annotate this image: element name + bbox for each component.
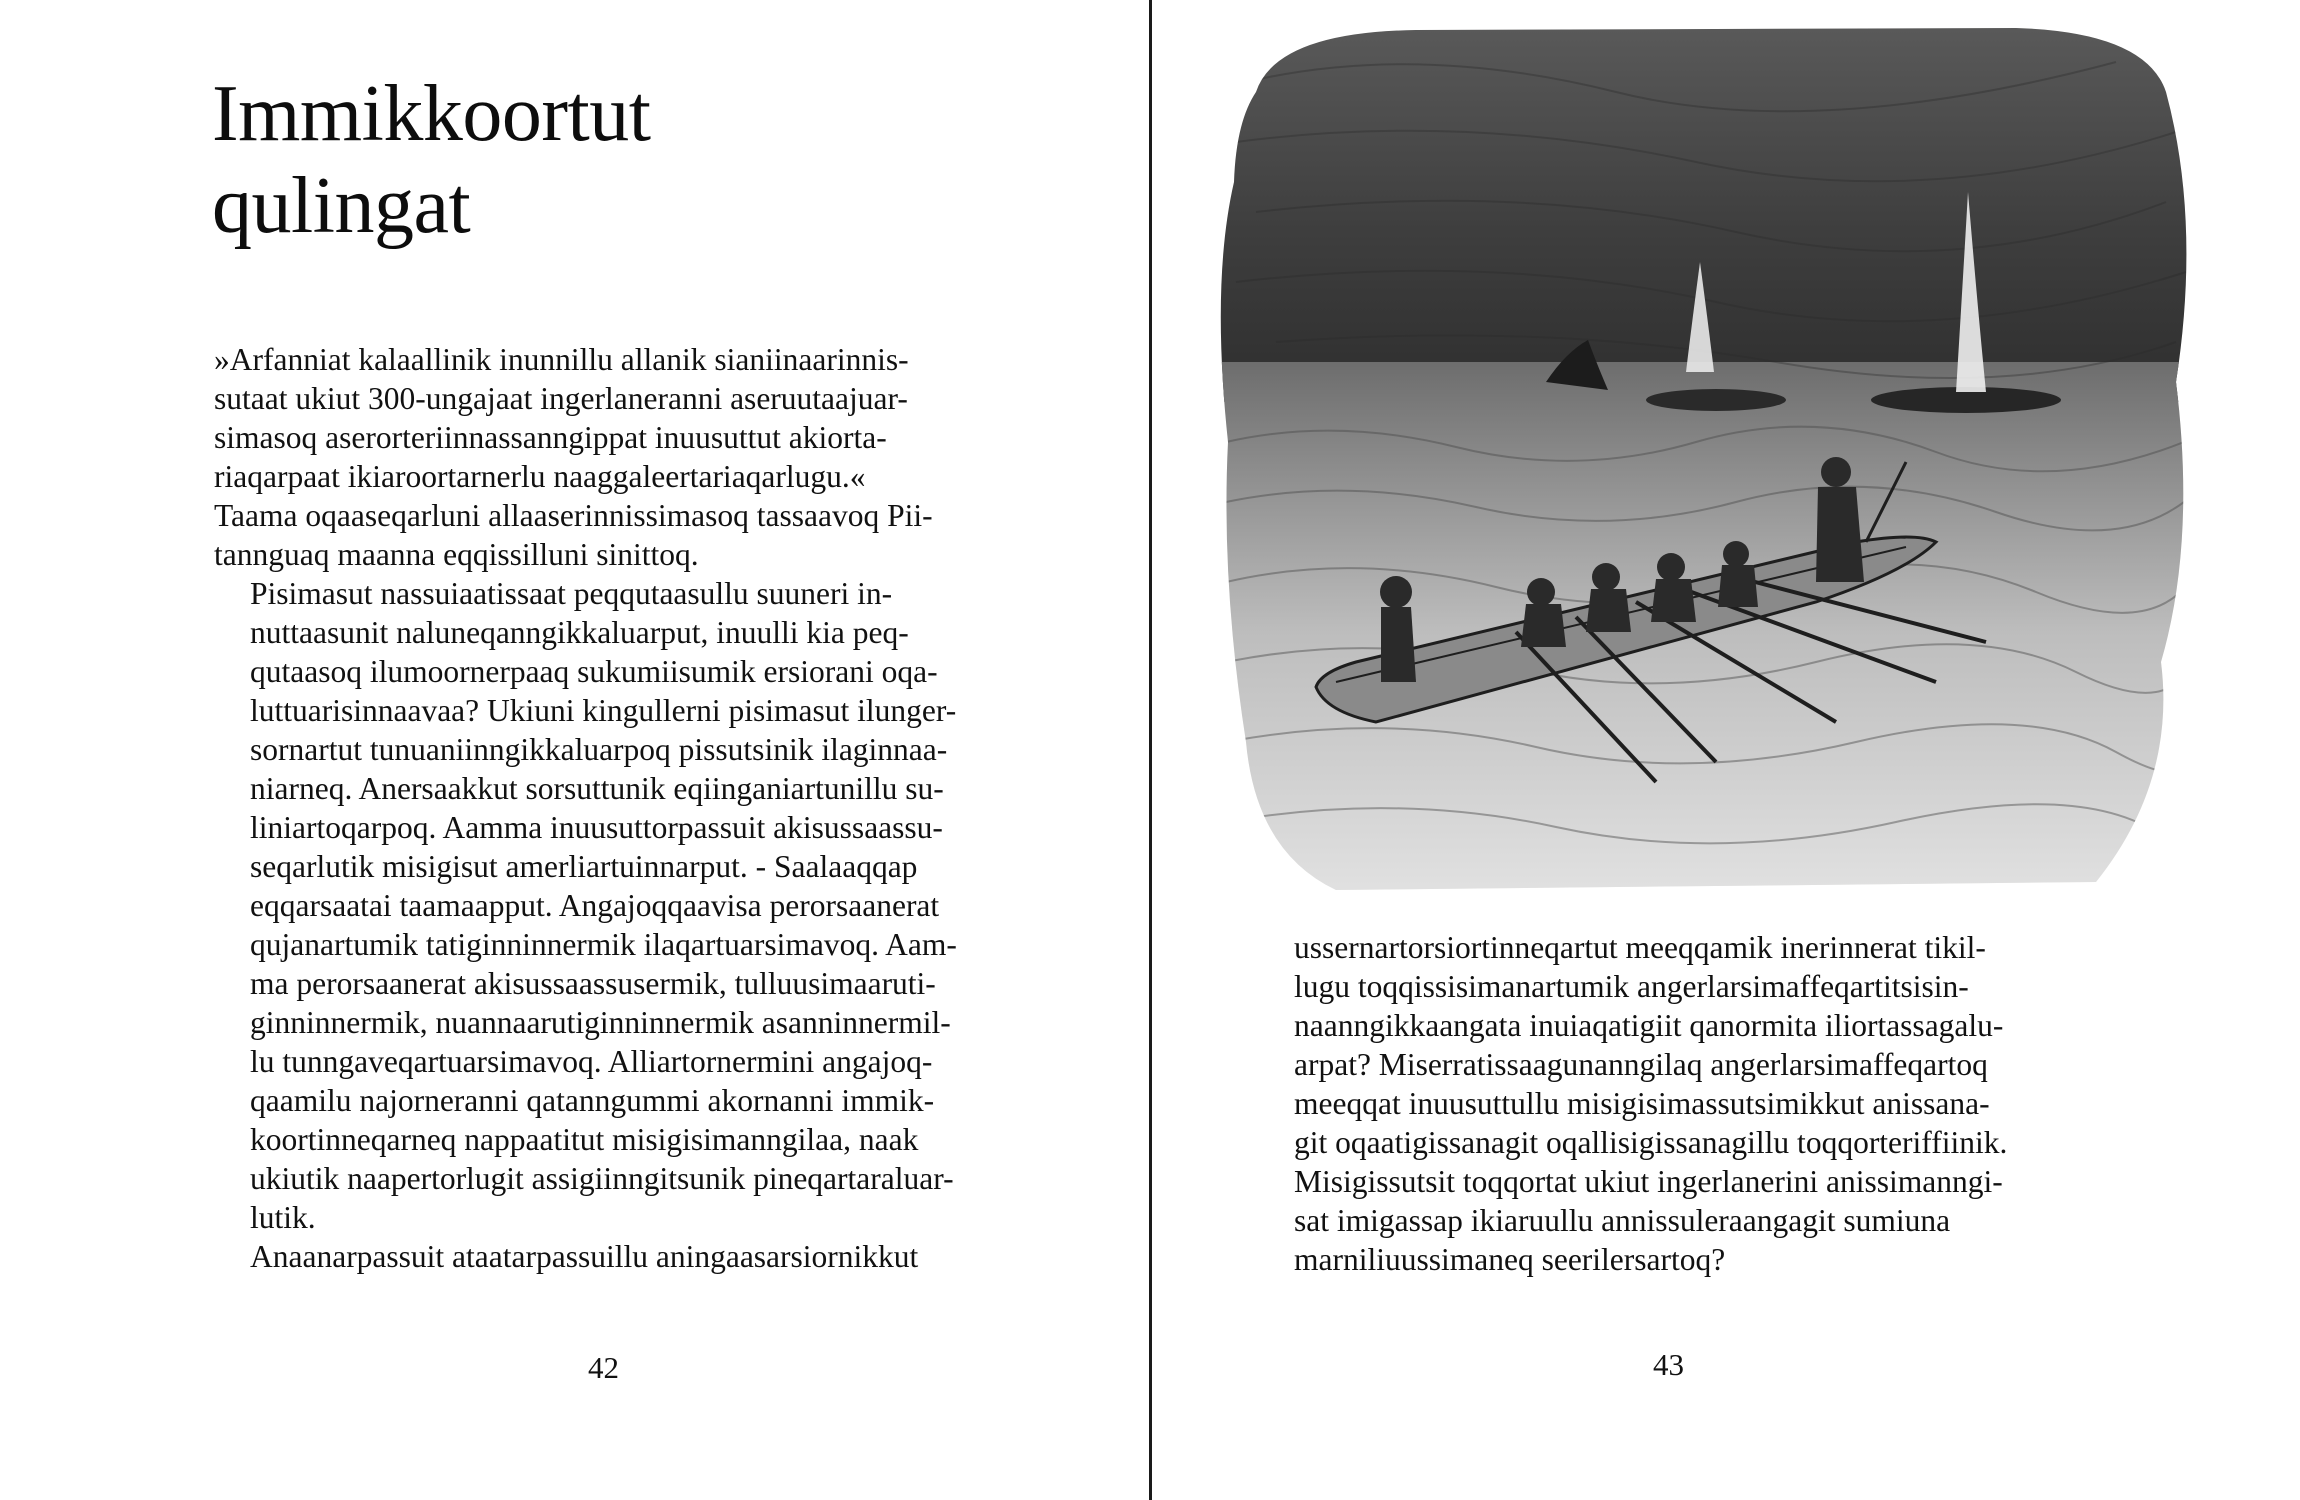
- text-line: sornartut tunuaniinngikkaluarpoq pissutsinik ilaginnaa-: [250, 732, 948, 767]
- page-number: 42: [588, 1350, 619, 1385]
- page-gutter-divider: [1149, 0, 1152, 1500]
- paragraph: [1294, 928, 2074, 1279]
- text-line: ukiutik naapertorlugit assigiinngitsunik pineqartaraluar-: [250, 1161, 954, 1196]
- text-line: ginninnermik, nuannaarutiginninnermik asanninnermil-: [250, 1005, 951, 1040]
- text-line: lutik.: [250, 1200, 316, 1235]
- right-body-text: [1294, 928, 2074, 1279]
- text-line: meeqqat inuusuttullu misigisimassutsimikkut anissana-: [1294, 1086, 1990, 1121]
- text-line: seqarlutik misigisut amerliartuinnarput. - Saalaaqqap: [250, 849, 918, 884]
- left-body-text: [214, 340, 992, 1276]
- text-line: Pisimasut nassuiaatissaat peqqutaasullu suuneri in-: [250, 576, 893, 611]
- text-line: Misigissutsit toqqortat ukiut ingerlanerini anissimanngi-: [1294, 1164, 2003, 1199]
- illustration-image: [1216, 22, 2196, 902]
- title-line: qulingat: [212, 162, 471, 250]
- left-page: [0, 0, 1148, 1500]
- text-line: lugu toqqissisimanartumik angerlarsimaffeqartitsisin-: [1294, 969, 1969, 1004]
- title-line: Immikkoortut: [212, 70, 651, 158]
- paragraph: [214, 574, 992, 1237]
- text-line: simasoq aserorteriinnassanngippat inuusuttut akiorta-: [214, 420, 887, 455]
- text-line: koortinneqarneq nappaatitut misigisimanngilaa, naak: [250, 1122, 919, 1157]
- text-line: naanngikkaangata inuiaqatigiit qanormita iliortassagalu-: [1294, 1008, 2004, 1043]
- page-number: 43: [1653, 1347, 1684, 1382]
- text-line: »Arfanniat kalaallinik inunnillu allanik sianiinaarinnis-: [214, 342, 909, 377]
- whaling-boat-illustration: [1216, 22, 2196, 902]
- text-line: arpat? Miserratissaagunanngilaq angerlarsimaffeqartoq: [1294, 1047, 1988, 1082]
- text-line: Anaanarpassuit ataatarpassuillu aningaasarsiornikkut: [250, 1239, 919, 1274]
- text-line: qaamilu najorneranni qatanngummi akornanni immik-: [250, 1083, 935, 1118]
- text-line: niarneq. Anersaakkut sorsuttunik eqiinganiartunillu su-: [250, 771, 944, 806]
- text-line: qutaasoq ilumoornerpaaq sukumiisumik ersiorani oqa-: [250, 654, 938, 689]
- text-line: marniliuussimaneq seerilersartoq?: [1294, 1242, 1726, 1277]
- text-line: git oqaatigissanagit oqallisigissanagillu toqqorteriffiinik.: [1294, 1125, 2008, 1160]
- text-line: ussernartorsiortinneqartut meeqqamik inerinnerat tikil-: [1294, 930, 1986, 965]
- text-line: Taama oqaaseqarluni allaaserinnissimasoq tassaavoq Pii-: [214, 498, 933, 533]
- text-line: luttuarisinnaavaa? Ukiuni kingullerni pisimasut ilunger-: [250, 693, 957, 728]
- text-line: liniartoqarpoq. Aamma inuusuttorpassuit akisussaassu-: [250, 810, 943, 845]
- text-line: tannguaq maanna eqqissilluni sinittoq.: [214, 537, 699, 572]
- text-line: ma perorsaanerat akisussaassusermik, tulluusimaaruti-: [250, 966, 936, 1001]
- text-line: lu tunngaveqartuarsimavoq. Alliartornermini angajoq-: [250, 1044, 933, 1079]
- text-line: sat imigassap ikiaruullu annissuleraangagit sumiuna: [1294, 1203, 1951, 1238]
- text-line: riaqarpaat ikiaroortarnerlu naaggaleertariaqarlugu.«: [214, 459, 866, 494]
- text-line: sutaat ukiut 300-ungajaat ingerlaneranni aseruutaajuar-: [214, 381, 908, 416]
- sketch-scene: [1216, 22, 2196, 902]
- chapter-title: [212, 68, 912, 252]
- text-line: nuttaasunit naluneqanngikkaluarput, inuulli kia peq-: [250, 615, 909, 650]
- paragraph: [214, 340, 992, 574]
- text-line: eqqarsaatai taamaapput. Angajoqqaavisa perorsaanerat: [250, 888, 940, 923]
- paragraph: [214, 1237, 992, 1276]
- text-line: qujanartumik tatiginninnermik ilaqartuarsimavoq. Aam-: [250, 927, 957, 962]
